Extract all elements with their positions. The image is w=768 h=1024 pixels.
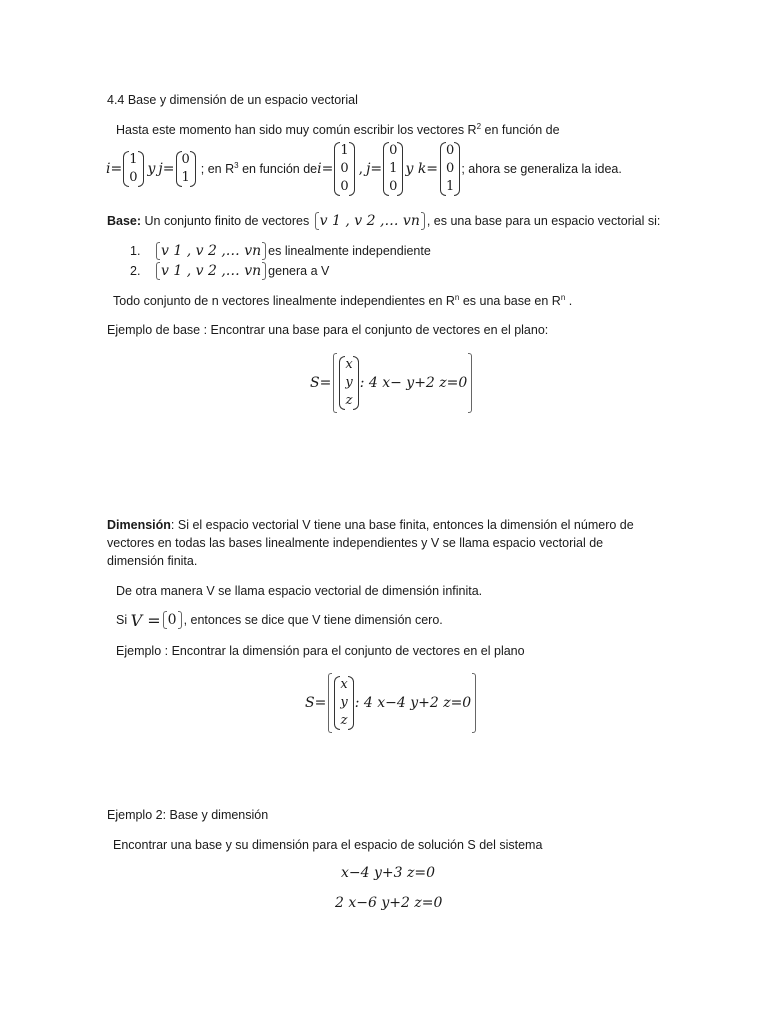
intro-text: Hasta este momento han sido muy común escribir los vectores R [116, 123, 477, 137]
k3-0: 0 [446, 143, 455, 158]
i3-lhs: i= [317, 161, 334, 177]
zero-dim-line [116, 610, 443, 630]
zero-math: V = [130, 610, 161, 630]
list-item [130, 262, 329, 280]
zero-set: 0 [163, 612, 182, 628]
example1-cond: : 4 x− y+2 z=0 [359, 375, 468, 391]
equation-1: x−4 y+3 z=0 [341, 865, 435, 881]
base-text: Un conjunto finito de vectores [141, 214, 313, 228]
i3-vector [334, 142, 354, 196]
comma: , [358, 161, 364, 177]
end-text: ; ahora se generaliza la idea. [461, 162, 622, 176]
example1-lhs: S= [310, 375, 332, 391]
list-item [130, 242, 431, 260]
i2-vector [123, 151, 143, 187]
base-set: v 1 , v 2 ,… vn [315, 213, 425, 229]
zero-si: Si [116, 613, 131, 627]
list-text: es linealmente independiente [268, 244, 431, 258]
zero-text: , entonces se dice que V tiene dimensión cero. [183, 613, 443, 627]
r3-text: ; en $R^3$ en función de [200, 160, 318, 176]
i3-1: 0 [340, 161, 349, 176]
example1-text: Ejemplo de base : Encontrar una base para el conjunto de vectores en el plano: [107, 323, 549, 337]
example2-cond: : 4 x−4 y+2 z=0 [354, 695, 472, 711]
intro-sup: 2 [476, 121, 482, 131]
yk-text: y k= [405, 161, 439, 177]
i2-1: 0 [129, 170, 138, 185]
example3-text: Encontrar una base y su dimensión para el espacio de solución S del sistema [113, 838, 543, 852]
j3-2: 0 [389, 179, 398, 194]
example2-set [305, 673, 478, 733]
equation-2: 2 x−6 y+2 z=0 [335, 895, 443, 911]
base-definition [107, 211, 660, 231]
base-label: Base: [107, 214, 142, 228]
j2-lhs: j= [158, 161, 175, 177]
infinite-text: De otra manera V se llama espacio vectorial de dimensión infinita. [116, 584, 483, 598]
dimension-definition [107, 516, 647, 570]
j3-lhs: j= [366, 161, 383, 177]
k3-2: 1 [446, 179, 455, 194]
k3-1: 0 [446, 161, 455, 176]
example2-set-braces [328, 674, 476, 732]
example2-text: Ejemplo : Encontrar la dimensión para el conjunto de vectores en el plano [116, 644, 525, 658]
i2-0: 1 [129, 152, 138, 167]
j3-0: 0 [389, 143, 398, 158]
list-set: v 1 , v 2 ,… vn [156, 263, 266, 279]
example1-set [310, 353, 474, 413]
k3-vector [440, 142, 460, 196]
intro-paragraph [116, 121, 560, 139]
base-text-end: , es una base para un espacio vectorial si: [426, 214, 661, 228]
example2-vector: x y z [334, 676, 353, 730]
j3-1: 1 [389, 161, 398, 176]
y-text: y [147, 161, 156, 177]
list-set: v 1 , v 2 ,… vn [156, 243, 266, 259]
example3-title: Ejemplo 2: Base y dimensión [107, 808, 269, 822]
list-text: genera a V [268, 264, 330, 278]
i3-2: 0 [340, 179, 349, 194]
j2-0: 0 [181, 152, 190, 167]
section-title: 4.4 Base y dimensión de un espacio vectorial [107, 93, 358, 107]
j2-vector [176, 151, 196, 187]
example2-lhs: S= [305, 695, 327, 711]
list-num: 2. [130, 264, 141, 278]
i2-lhs: i= [106, 161, 123, 177]
j2-1: 1 [181, 170, 190, 185]
dimension-text: : Si el espacio vectorial V tiene una base finita, entonces la dimensión el número de vectores en todas las bases linealmente independientes y V se llama espacio vectorial de dimensión finita. [107, 518, 634, 568]
unit-vectors-line [106, 141, 622, 197]
example1-vector: x y z [339, 356, 358, 410]
i3-0: 1 [340, 143, 349, 158]
list-num: 1. [130, 244, 141, 258]
intro-text-end: en función de [481, 123, 560, 137]
dimension-label: Dimensión [107, 518, 171, 532]
example1-set-braces [333, 354, 472, 412]
j3-vector [383, 142, 403, 196]
theorem-line: Todo conjunto de n vectores linealmente independientes en $R^n$ es una base en $R^n$ . [113, 292, 573, 308]
